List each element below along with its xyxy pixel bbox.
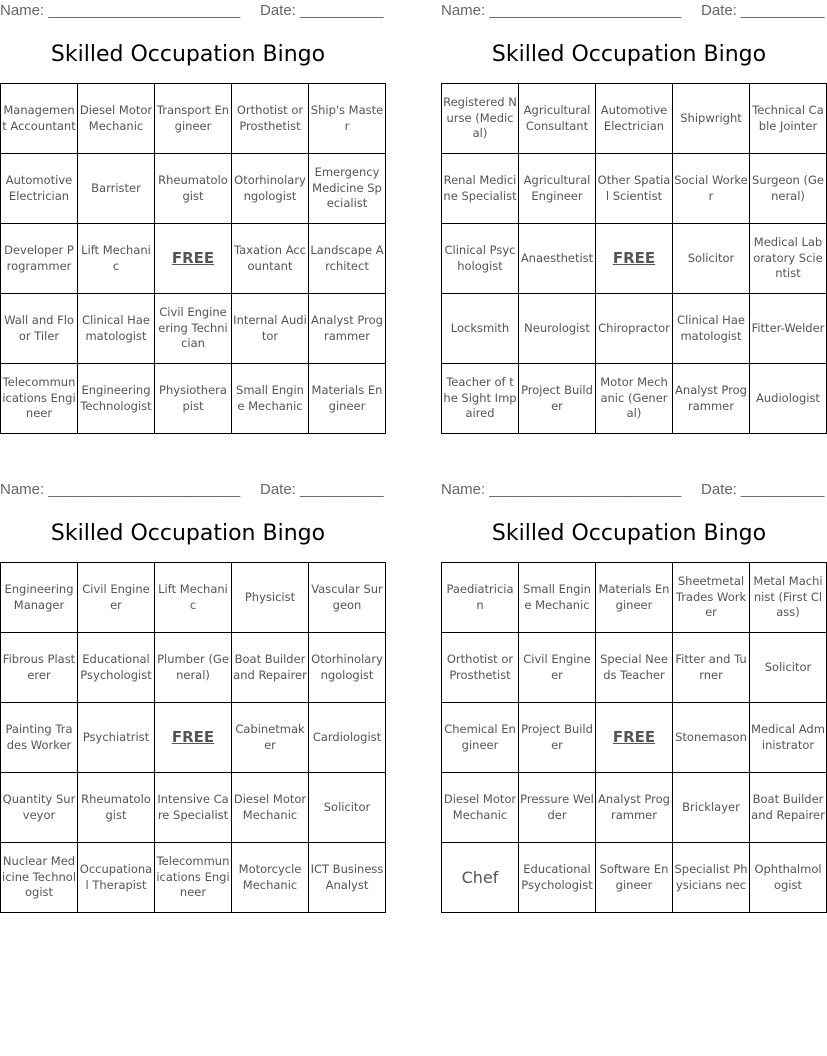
free-space: FREE	[155, 224, 232, 294]
bingo-cell: Otorhinolaryngologist	[309, 633, 386, 703]
bingo-cell: Boat Builder and Repairer	[750, 773, 827, 843]
bingo-cell: ICT Business Analyst	[309, 843, 386, 913]
bingo-cell: Vascular Surgeon	[309, 563, 386, 633]
bingo-cell: Sheetmetal Trades Worker	[673, 563, 750, 633]
grid-row	[442, 364, 827, 434]
bingo-cell: Educational Psychologist	[78, 633, 155, 703]
bingo-cell: Occupational Therapist	[78, 843, 155, 913]
name-field: Name: _______________________	[441, 2, 682, 19]
grid-row	[1, 843, 386, 913]
bingo-cell: Analyst Programmer	[309, 294, 386, 364]
bingo-cell: Anaesthetist	[519, 224, 596, 294]
grid-row	[442, 773, 827, 843]
free-space: FREE	[155, 703, 232, 773]
bingo-cell: Clinical Haematologist	[673, 294, 750, 364]
grid-row	[1, 703, 386, 773]
bingo-cell: Other Spatial Scientist	[596, 154, 673, 224]
bingo-cell: Educational Psychologist	[519, 843, 596, 913]
date-field: Date: __________	[260, 481, 384, 498]
grid-row	[1, 773, 386, 843]
bingo-cell: Specialist Physicians nec	[673, 843, 750, 913]
bingo-cell: Orthotist or Prosthetist	[232, 84, 309, 154]
bingo-cell: Ship's Master	[309, 84, 386, 154]
bingo-cell: Plumber (General)	[155, 633, 232, 703]
bingo-cell: Barrister	[78, 154, 155, 224]
bingo-cell: Surgeon (General)	[750, 154, 827, 224]
bingo-grid	[0, 562, 386, 913]
bingo-cell: Landscape Architect	[309, 224, 386, 294]
bingo-cell: Solicitor	[673, 224, 750, 294]
bingo-cell: Solicitor	[309, 773, 386, 843]
grid-row	[442, 563, 827, 633]
bingo-cell: Small Engine Mechanic	[232, 364, 309, 434]
bingo-cell: Transport Engineer	[155, 84, 232, 154]
bingo-cell: Emergency Medicine Specialist	[309, 154, 386, 224]
bingo-cell: Painting Trades Worker	[1, 703, 78, 773]
bingo-cell: Project Builder	[519, 703, 596, 773]
bingo-cell: Bricklayer	[673, 773, 750, 843]
grid-row	[1, 84, 386, 154]
bingo-cell: Ophthalmologist	[750, 843, 827, 913]
bingo-cell: Internal Auditor	[232, 294, 309, 364]
bingo-cell: Lift Mechanic	[155, 563, 232, 633]
grid-row	[442, 633, 827, 703]
grid-row	[442, 84, 827, 154]
card-title: Skilled Occupation Bingo	[50, 521, 326, 546]
date-field: Date: __________	[260, 2, 384, 19]
grid-row	[1, 563, 386, 633]
grid-row	[1, 224, 386, 294]
bingo-cell: Special Needs Teacher	[596, 633, 673, 703]
date-field: Date: __________	[701, 481, 825, 498]
grid-row	[442, 294, 827, 364]
bingo-card	[441, 0, 825, 440]
bingo-cell: Otorhinolaryngologist	[232, 154, 309, 224]
grid-row	[442, 703, 827, 773]
bingo-cell: Physicist	[232, 563, 309, 633]
bingo-cell: Intensive Care Specialist	[155, 773, 232, 843]
bingo-cell: Physiotherapist	[155, 364, 232, 434]
bingo-cell: Civil Engineer	[519, 633, 596, 703]
grid-row	[442, 224, 827, 294]
bingo-grid	[441, 562, 827, 913]
bingo-grid	[0, 83, 386, 434]
bingo-cell: Developer Programmer	[1, 224, 78, 294]
free-space: FREE	[596, 703, 673, 773]
name-field: Name: _______________________	[441, 481, 682, 498]
bingo-cell: Automotive Electrician	[596, 84, 673, 154]
bingo-cell: Medical Laboratory Scientist	[750, 224, 827, 294]
bingo-cell: Boat Builder and Repairer	[232, 633, 309, 703]
bingo-cell: Neurologist	[519, 294, 596, 364]
bingo-cell: Engineering Manager	[1, 563, 78, 633]
bingo-cell: Fitter-Welder	[750, 294, 827, 364]
bingo-cell: Metal Machinist (First Class)	[750, 563, 827, 633]
bingo-cell: Audiologist	[750, 364, 827, 434]
bingo-cell: Technical Cable Jointer	[750, 84, 827, 154]
bingo-card	[0, 479, 384, 919]
bingo-cell: Diesel Motor Mechanic	[442, 773, 519, 843]
bingo-cell: Rheumatologist	[78, 773, 155, 843]
bingo-cell: Management Accountant	[1, 84, 78, 154]
grid-row	[1, 294, 386, 364]
card-title: Skilled Occupation Bingo	[50, 42, 326, 67]
bingo-cell: Chemical Engineer	[442, 703, 519, 773]
bingo-cell: Motorcycle Mechanic	[232, 843, 309, 913]
bingo-cell: Social Worker	[673, 154, 750, 224]
bingo-cell: Small Engine Mechanic	[519, 563, 596, 633]
bingo-grid	[441, 83, 827, 434]
bingo-card	[0, 0, 384, 440]
bingo-cell: Fibrous Plasterer	[1, 633, 78, 703]
bingo-cell: Stonemason	[673, 703, 750, 773]
bingo-cell: Paediatrician	[442, 563, 519, 633]
bingo-cell: Materials Engineer	[596, 563, 673, 633]
grid-row	[1, 154, 386, 224]
bingo-cell: Telecommunications Engineer	[155, 843, 232, 913]
name-field: Name: _______________________	[0, 481, 241, 498]
grid-row	[442, 154, 827, 224]
bingo-cell: Quantity Surveyor	[1, 773, 78, 843]
bingo-cell: Agricultural Engineer	[519, 154, 596, 224]
bingo-cell: Registered Nurse (Medical)	[442, 84, 519, 154]
bingo-cell: Analyst Programmer	[596, 773, 673, 843]
card-header	[0, 2, 384, 20]
bingo-cell: Shipwright	[673, 84, 750, 154]
card-header	[441, 481, 825, 499]
bingo-cell: Telecommunications Engineer	[1, 364, 78, 434]
bingo-cell: Project Builder	[519, 364, 596, 434]
bingo-cell: Software Engineer	[596, 843, 673, 913]
name-field: Name: _______________________	[0, 2, 241, 19]
bingo-cell: Wall and Floor Tiler	[1, 294, 78, 364]
bingo-cell: Chiropractor	[596, 294, 673, 364]
bingo-cell: Cardiologist	[309, 703, 386, 773]
bingo-cell: Cabinetmaker	[232, 703, 309, 773]
bingo-cell: Taxation Accountant	[232, 224, 309, 294]
card-header	[0, 481, 384, 499]
bingo-cell: Civil Engineering Technician	[155, 294, 232, 364]
card-title: Skilled Occupation Bingo	[491, 42, 767, 67]
bingo-cell: Engineering Technologist	[78, 364, 155, 434]
bingo-cell: Orthotist or Prosthetist	[442, 633, 519, 703]
bingo-cell: Fitter and Turner	[673, 633, 750, 703]
card-header	[441, 2, 825, 20]
bingo-cell: Nuclear Medicine Technologist	[1, 843, 78, 913]
bingo-cell: Locksmith	[442, 294, 519, 364]
bingo-cell: Agricultural Consultant	[519, 84, 596, 154]
card-title: Skilled Occupation Bingo	[491, 521, 767, 546]
grid-row	[1, 364, 386, 434]
bingo-cell: Renal Medicine Specialist	[442, 154, 519, 224]
bingo-cell: Analyst Programmer	[673, 364, 750, 434]
grid-row	[1, 633, 386, 703]
bingo-cell: Diesel Motor Mechanic	[232, 773, 309, 843]
bingo-cell: Teacher of the Sight Impaired	[442, 364, 519, 434]
bingo-cell: Clinical Psychologist	[442, 224, 519, 294]
bingo-cell: Diesel Motor Mechanic	[78, 84, 155, 154]
bingo-cell: Medical Administrator	[750, 703, 827, 773]
bingo-cell: Chef	[442, 843, 519, 913]
grid-row	[442, 843, 827, 913]
bingo-cell: Civil Engineer	[78, 563, 155, 633]
bingo-cell: Automotive Electrician	[1, 154, 78, 224]
bingo-cell: Materials Engineer	[309, 364, 386, 434]
bingo-cell: Motor Mechanic (General)	[596, 364, 673, 434]
bingo-cell: Lift Mechanic	[78, 224, 155, 294]
bingo-cell: Rheumatologist	[155, 154, 232, 224]
bingo-cell: Solicitor	[750, 633, 827, 703]
bingo-cell: Psychiatrist	[78, 703, 155, 773]
date-field: Date: __________	[701, 2, 825, 19]
bingo-cell: Pressure Welder	[519, 773, 596, 843]
bingo-card	[441, 479, 825, 919]
bingo-cell: Clinical Haematologist	[78, 294, 155, 364]
free-space: FREE	[596, 224, 673, 294]
